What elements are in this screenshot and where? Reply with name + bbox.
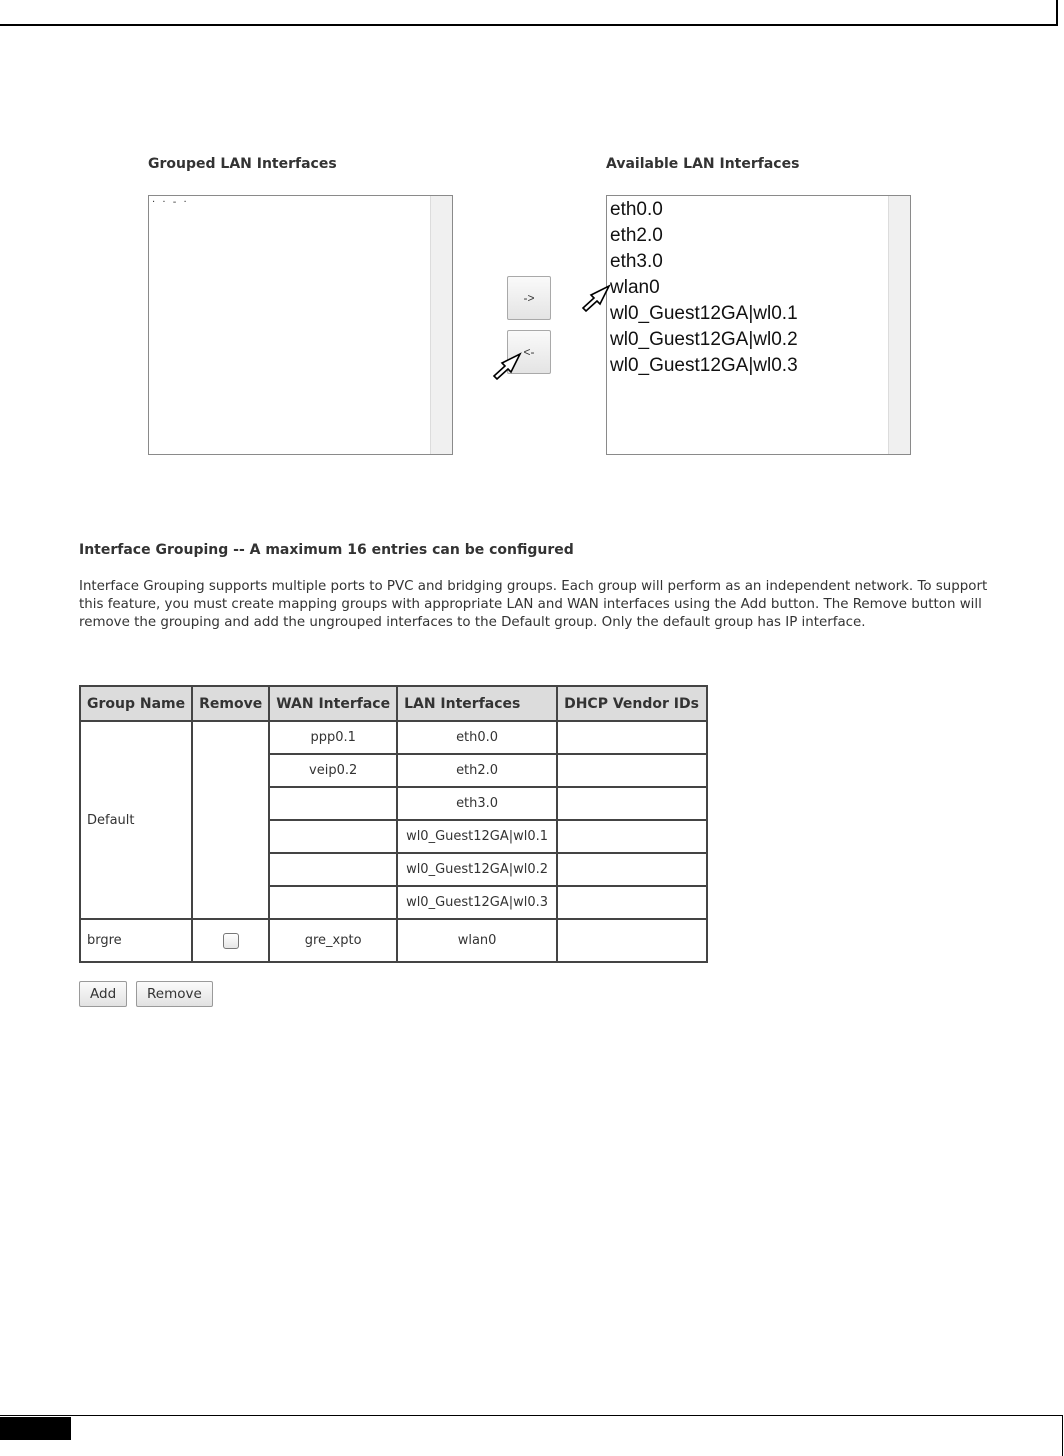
available-option-eth3-0[interactable]: eth3.0 [610, 251, 663, 272]
page-top-frame [0, 0, 1058, 26]
wan-interface-cell [269, 853, 397, 886]
available-option-wl0-2[interactable]: wl0_Guest12GA|wl0.2 [610, 329, 798, 350]
pointer-arrow-icon [491, 350, 523, 380]
table-row [80, 919, 707, 962]
dhcp-vendor-cell [557, 754, 707, 787]
available-option-eth0-0[interactable]: eth0.0 [610, 199, 663, 220]
move-to-grouped-button[interactable]: -> [507, 276, 551, 320]
remove-cell [192, 919, 269, 962]
available-option-wl0-3[interactable]: wl0_Guest12GA|wl0.3 [610, 355, 798, 376]
dhcp-vendor-cell [557, 853, 707, 886]
group-name-cell: Default [80, 721, 192, 919]
header-dhcp-vendor-ids: DHCP Vendor IDs [557, 686, 707, 721]
table-header-row [80, 686, 707, 721]
pointer-arrow-icon [580, 282, 612, 312]
dhcp-vendor-cell [557, 886, 707, 919]
lan-interface-cell: eth0.0 [397, 721, 557, 754]
remove-button[interactable]: Remove [136, 981, 213, 1007]
lan-interface-cell: wlan0 [397, 919, 557, 962]
lan-interface-cell: wl0_Guest12GA|wl0.3 [397, 886, 557, 919]
available-option-wlan0[interactable]: wlan0 [610, 277, 660, 298]
header-group-name: Group Name [80, 686, 192, 721]
dhcp-vendor-cell [557, 820, 707, 853]
section-description: Interface Grouping supports multiple ports to PVC and bridging groups. Each group will perform as an independent network. To support this feature, you must create mapping groups with appropriate LAN and WAN interfaces using the Add button. The Remove button will remove the grouping and add the ungrouped interfaces to the Default group. Only the default group has IP interface. [79, 579, 988, 630]
header-remove: Remove [192, 686, 269, 721]
grouped-lan-listbox[interactable] [148, 195, 453, 455]
dhcp-vendor-cell [557, 919, 707, 962]
wan-interface-cell [269, 886, 397, 919]
wan-interface-cell: gre_xpto [269, 919, 397, 962]
page-number-block [0, 1417, 71, 1440]
interface-grouping-table [79, 685, 708, 963]
lan-interface-cell: wl0_Guest12GA|wl0.2 [397, 853, 557, 886]
available-option-eth2-0[interactable]: eth2.0 [610, 225, 663, 246]
header-lan-interfaces: LAN Interfaces [397, 686, 557, 721]
lan-interface-cell: eth2.0 [397, 754, 557, 787]
grouped-lan-placeholder-dots: · · - · [152, 197, 189, 208]
wan-interface-cell [269, 820, 397, 853]
add-button[interactable]: Add [79, 981, 127, 1007]
available-option-wl0-1[interactable]: wl0_Guest12GA|wl0.1 [610, 303, 798, 324]
lan-interface-cell: eth3.0 [397, 787, 557, 820]
available-lan-options [610, 197, 798, 379]
grouped-lan-label: Grouped LAN Interfaces [148, 156, 337, 172]
available-lan-listbox[interactable] [606, 195, 911, 455]
page-bottom-frame [0, 1415, 1063, 1456]
header-wan-interface: WAN Interface [269, 686, 397, 721]
dhcp-vendor-cell [557, 721, 707, 754]
dhcp-vendor-cell [557, 787, 707, 820]
wan-interface-cell: ppp0.1 [269, 721, 397, 754]
move-to-available-button[interactable]: <- [507, 330, 551, 374]
remove-checkbox[interactable] [223, 933, 239, 949]
section-heading: Interface Grouping -- A maximum 16 entries can be configured [79, 542, 574, 558]
available-lan-label: Available LAN Interfaces [606, 156, 800, 172]
lan-interface-cell: wl0_Guest12GA|wl0.1 [397, 820, 557, 853]
available-lan-scrollbar[interactable] [888, 196, 910, 454]
table-row [80, 721, 707, 754]
wan-interface-cell: veip0.2 [269, 754, 397, 787]
remove-cell [192, 721, 269, 919]
wan-interface-cell [269, 787, 397, 820]
grouped-lan-scrollbar[interactable] [430, 196, 452, 454]
group-name-cell: brgre [80, 919, 192, 962]
